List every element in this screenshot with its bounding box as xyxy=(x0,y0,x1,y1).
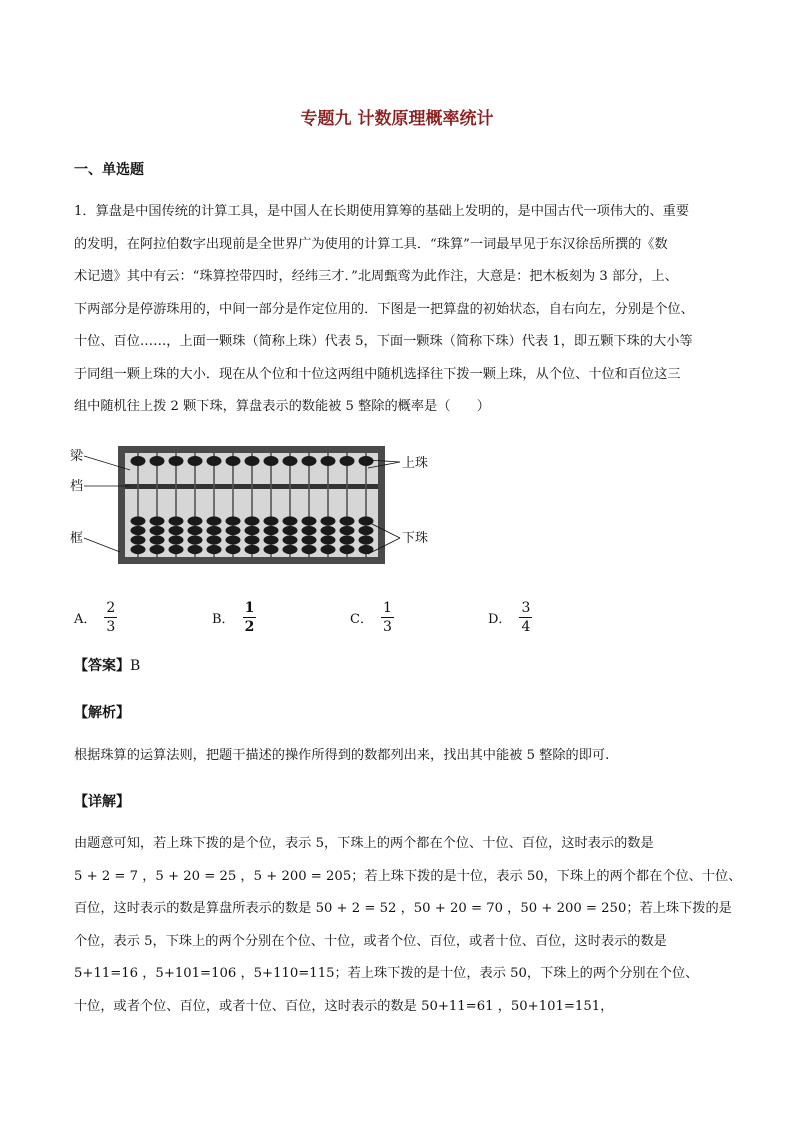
answer-value: B xyxy=(130,658,141,674)
document-title: 专题九 计数原理概率统计 xyxy=(300,109,494,129)
option-c[interactable] xyxy=(350,594,394,640)
lower-bead xyxy=(188,535,203,544)
label-liang: 梁 xyxy=(70,449,84,464)
lower-bead xyxy=(245,535,260,544)
lower-bead xyxy=(169,545,184,554)
option-letter: B． xyxy=(212,611,235,627)
lower-bead xyxy=(245,526,260,535)
lower-bead xyxy=(264,516,279,525)
detail-label: 【详解】 xyxy=(74,794,130,810)
label-shangzhu: 上珠 xyxy=(402,456,429,471)
lower-bead xyxy=(150,535,165,544)
denominator: 4 xyxy=(521,618,531,635)
label-dang: 档 xyxy=(70,479,84,494)
lower-bead xyxy=(226,545,241,554)
upper-bead xyxy=(226,456,241,466)
lower-bead xyxy=(264,526,279,535)
option-b[interactable] xyxy=(212,594,256,640)
lower-bead xyxy=(188,516,203,525)
option-letter: D． xyxy=(488,611,512,627)
denominator: 2 xyxy=(244,618,255,635)
answer-label: 【答案】 xyxy=(74,658,130,674)
lower-bead xyxy=(340,526,355,535)
answer-options xyxy=(74,594,714,640)
lower-bead xyxy=(321,526,336,535)
question-line: 的发明，在阿拉伯数字出现前是全世界广为使用的计算工具．“珠算”一词最早见于东汉徐岳所撰的《数 xyxy=(74,236,668,252)
lower-bead xyxy=(226,535,241,544)
label-xiazhu: 下珠 xyxy=(402,531,429,546)
upper-bead xyxy=(359,456,374,466)
lower-bead xyxy=(169,526,184,535)
denominator: 3 xyxy=(382,618,392,635)
question-line: 术记遗》其中有云：“珠算控带四时，经纬三才．”北周甄鸾为此作注，大意是：把木板刻为 3 部分，上、 xyxy=(74,269,678,284)
analysis-text: 根据珠算的运算法则，把题干描述的操作所得到的数都列出来，找出其中能被 5 整除的即可. xyxy=(74,748,610,763)
lower-bead xyxy=(359,516,374,525)
detail-line: 5 + 2 = 7 ，5 + 20 = 25 ，5 + 200 = 205；若上珠下拨的是十位，表示 50，下珠上的两个都在个位、十位、 xyxy=(74,868,742,884)
option-letter: A． xyxy=(74,611,97,627)
upper-bead xyxy=(245,456,260,466)
abacus-figure xyxy=(68,442,438,572)
lower-bead xyxy=(207,516,222,525)
lower-bead xyxy=(302,535,317,544)
lower-bead xyxy=(207,535,222,544)
upper-bead xyxy=(283,456,298,466)
numerator: 1 xyxy=(244,599,255,616)
upper-bead xyxy=(264,456,279,466)
option-fraction xyxy=(519,599,532,636)
lower-bead xyxy=(188,526,203,535)
lower-bead xyxy=(302,526,317,535)
section-heading: 一、单选题 xyxy=(74,162,144,178)
lower-bead xyxy=(131,516,146,525)
lower-bead xyxy=(321,535,336,544)
upper-bead xyxy=(340,456,355,466)
question-line: 1．算盘是中国传统的计算工具，是中国人在长期使用算筹的基础上发明的，是中国古代一项伟大的、重要 xyxy=(74,204,690,219)
numerator: 2 xyxy=(106,599,116,616)
lower-bead xyxy=(283,545,298,554)
lower-bead xyxy=(131,545,146,554)
upper-bead xyxy=(131,456,146,466)
question-line: 下两部分是停游珠用的，中间一部分是作定位用的．下图是一把算盘的初始状态，自右向左，分别是个位、 xyxy=(74,301,694,317)
lower-bead xyxy=(245,516,260,525)
lower-bead xyxy=(302,516,317,525)
lower-bead xyxy=(207,526,222,535)
lower-bead xyxy=(302,545,317,554)
answer-line xyxy=(74,655,140,675)
numerator: 1 xyxy=(382,599,392,616)
detail-line: 百位，这时表示的数是算盘所表示的数是 50 + 2 = 52 ，50 + 20 = 70 ，50 + 200 = 250；若上珠下拨的是 xyxy=(74,901,732,916)
lower-bead xyxy=(150,526,165,535)
lower-bead xyxy=(359,535,374,544)
lower-bead xyxy=(321,516,336,525)
question-text xyxy=(74,196,734,424)
lower-bead xyxy=(245,545,260,554)
detail-line: 个位，表示 5，下珠上的两个分别在个位、十位，或者个位、百位，或者十位、百位，这时表示的数是 xyxy=(74,933,667,949)
upper-bead xyxy=(169,456,184,466)
question-line: 十位、百位……，上面一颗珠（简称上珠）代表 5，下面一颗珠（简称下珠）代表 1，即五颗下珠的大小等 xyxy=(74,334,693,349)
lower-bead xyxy=(188,545,203,554)
question-line: 组中随机往上拨 2 颗下珠，算盘表示的数能被 5 整除的概率是（ ） xyxy=(74,399,490,414)
lower-bead xyxy=(340,516,355,525)
upper-bead xyxy=(302,456,317,466)
option-letter: C． xyxy=(350,611,373,627)
abacus xyxy=(118,446,385,564)
upper-bead xyxy=(207,456,222,466)
lower-bead xyxy=(207,545,222,554)
lower-bead xyxy=(283,516,298,525)
detail-line: 由题意可知，若上珠下拨的是个位，表示 5，下珠上的两个都在个位、十位、百位，这时表示的数是 xyxy=(74,836,654,851)
upper-bead xyxy=(150,456,165,466)
lower-bead xyxy=(150,516,165,525)
upper-bead xyxy=(321,456,336,466)
lower-bead xyxy=(150,545,165,554)
lower-bead xyxy=(264,545,279,554)
question-line: 于同组一颗上珠的大小．现在从个位和十位这两组中随机选择往下拨一颗上珠，从个位、十位和百位这三 xyxy=(74,366,681,382)
lower-bead xyxy=(226,516,241,525)
detail-line: 十位，或者个位、百位，或者十位、百位，这时表示的数是 50+11=61 ，50+101=151， xyxy=(74,998,614,1014)
option-d[interactable] xyxy=(488,594,532,640)
numerator: 3 xyxy=(521,599,531,616)
denominator: 3 xyxy=(106,618,116,635)
lower-bead xyxy=(340,535,355,544)
option-fraction xyxy=(243,599,257,636)
option-a[interactable] xyxy=(74,594,117,640)
lower-bead xyxy=(283,526,298,535)
option-fraction xyxy=(104,599,117,636)
lower-bead xyxy=(283,535,298,544)
lower-bead xyxy=(169,535,184,544)
detail-text xyxy=(74,828,742,1023)
lower-bead xyxy=(321,545,336,554)
option-fraction xyxy=(381,599,394,636)
lower-bead xyxy=(131,526,146,535)
detail-line: 5+11=16 ，5+101=106 ，5+110=115；若上珠下拨的是十位，表示 50，下珠上的两个分别在个位、 xyxy=(74,966,699,981)
upper-bead xyxy=(188,456,203,466)
lower-bead xyxy=(264,535,279,544)
lower-bead xyxy=(169,516,184,525)
analysis-label: 【解析】 xyxy=(74,705,130,721)
pointer-kuang xyxy=(84,538,120,552)
lower-bead xyxy=(359,526,374,535)
lower-bead xyxy=(131,535,146,544)
lower-bead xyxy=(340,545,355,554)
lower-bead xyxy=(226,526,241,535)
label-kuang: 框 xyxy=(70,531,84,546)
